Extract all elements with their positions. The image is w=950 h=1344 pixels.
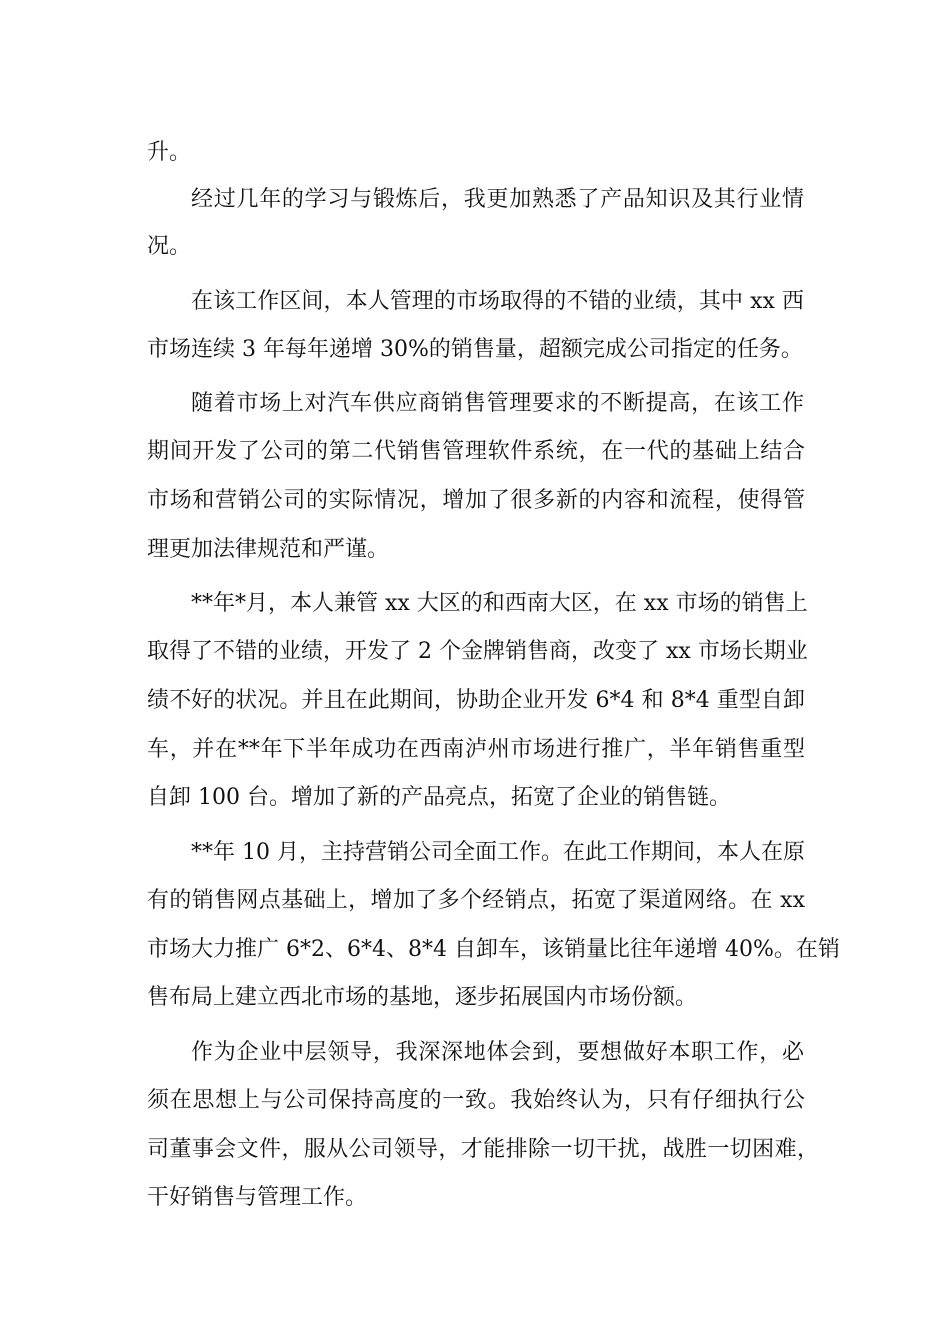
text-line: **年*月，本人兼管 xx 大区的和西南大区，在 xx 市场的销售上 — [191, 591, 808, 616]
text-line: 自卸 100 台。增加了新的产品亮点，拓宽了企业的销售链。 — [147, 785, 731, 810]
text-line: **年 10 月，主持营销公司全面工作。在此工作期间，本人在原 — [191, 840, 805, 865]
text-line: 市场和营销公司的实际情况，增加了很多新的内容和流程，使得管 — [147, 488, 805, 513]
text-line: 期间开发了公司的第二代销售管理软件系统，在一代的基础上结合 — [147, 439, 805, 464]
text-line: 有的销售网点基础上，增加了多个经销点，拓宽了渠道网络。在 xx — [147, 888, 805, 913]
text-line: 干好销售与管理工作。 — [147, 1185, 368, 1210]
text-line: 经过几年的学习与锻炼后，我更加熟悉了产品知识及其行业情 — [191, 187, 804, 212]
text-line: 市场大力推广 6*2、6*4、8*4 自卸车，该销量比往年递增 40%。在销 — [147, 937, 840, 962]
text-line: 作为企业中层领导，我深深地体会到，要想做好本职工作，必 — [191, 1040, 804, 1065]
text-line: 取得了不错的业绩，开发了 2 个金牌销售商，改变了 xx 市场长期业 — [147, 639, 808, 664]
text-line: 车，并在**年下半年成功在西南泸州市场进行推广，半年销售重型 — [147, 737, 805, 762]
text-line: 司董事会文件，服从公司领导，才能排除一切干扰，战胜一切困难， — [147, 1137, 819, 1162]
text-line: 况。 — [147, 234, 192, 259]
text-line: 随着市场上对汽车供应商销售管理要求的不断提高，在该工作 — [191, 391, 804, 416]
text-line: 绩不好的状况。并且在此期间，协助企业开发 6*4 和 8*4 重型自卸 — [147, 688, 805, 713]
text-line: 理更加法律规范和严谨。 — [147, 537, 390, 562]
text-line: 售布局上建立西北市场的基地，逐步拓展国内市场份额。 — [147, 985, 698, 1010]
text-line: 须在思想上与公司保持高度的一致。我始终认为，只有仔细执行公 — [147, 1088, 805, 1113]
text-line: 升。 — [147, 140, 192, 165]
text-line: 市场连续 3 年每年递增 30%的销售量，超额完成公司指定的任务。 — [147, 337, 803, 362]
text-line: 在该工作区间，本人管理的市场取得的不错的业绩，其中 xx 西 — [191, 289, 804, 314]
